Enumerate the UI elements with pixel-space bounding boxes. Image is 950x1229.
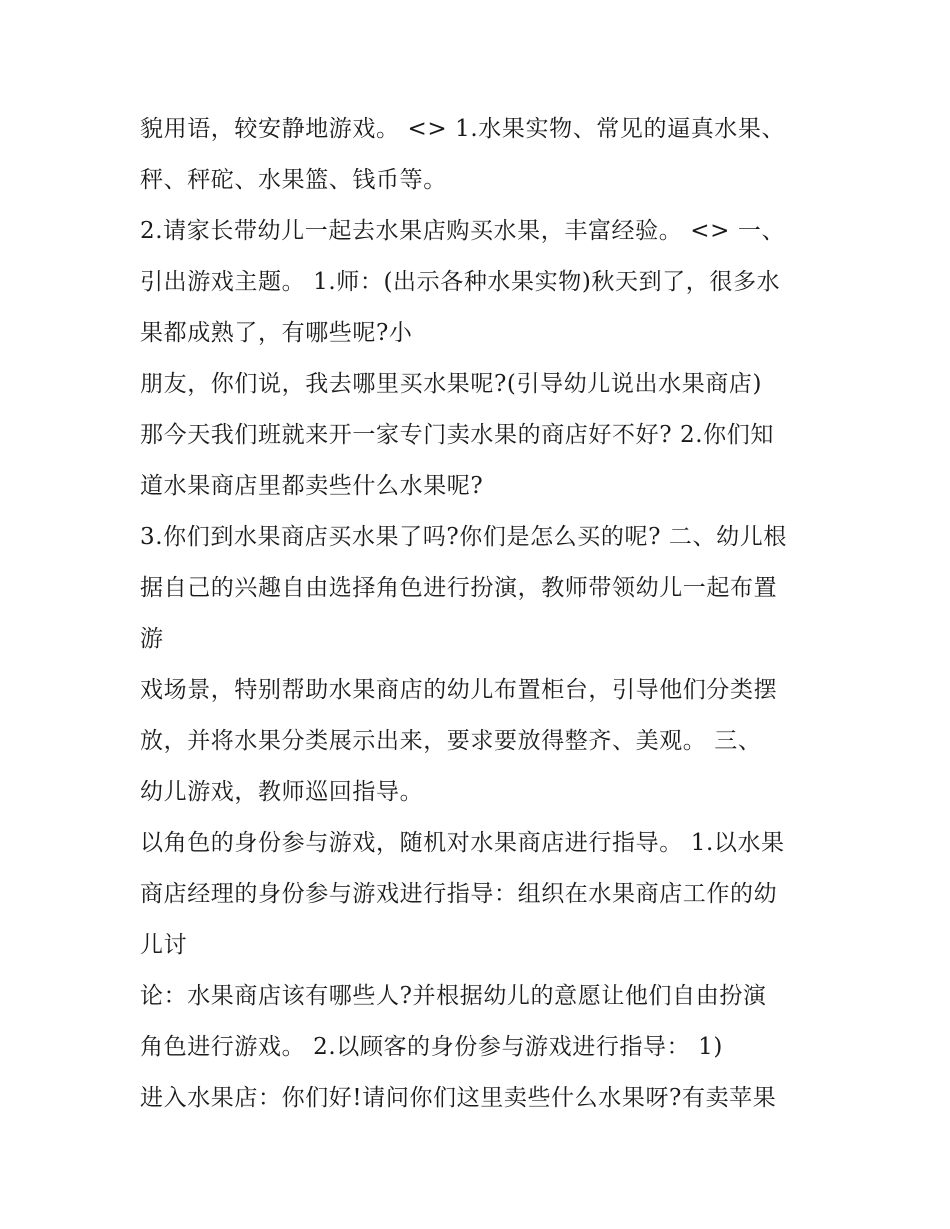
text-line: 商店经理的身份参与游戏进行指导：组织在水果商店工作的幼 bbox=[140, 881, 778, 907]
text-line: 3.你们到水果商店买水果了吗?你们是怎么买的呢? 二、幼儿根 bbox=[140, 524, 787, 550]
text-line: 戏场景，特别帮助水果商店的幼儿布置柜台，引导他们分类摆 bbox=[140, 677, 778, 703]
text-line: 2.请家长带幼儿一起去水果店购买水果，丰富经验。 <> 一、 bbox=[140, 218, 786, 244]
text-line: 秤、秤砣、水果篮、钱币等。 bbox=[140, 167, 447, 193]
text-line: 那今天我们班就来开一家专门卖水果的商店好不好? 2.你们知 bbox=[140, 422, 774, 448]
text-line: 论：水果商店该有哪些人?并根据幼儿的意愿让他们自由扮演 bbox=[140, 983, 767, 1009]
body-text bbox=[140, 104, 820, 1124]
text-line: 朋友，你们说，我去哪里买水果呢?(引导幼儿说出水果商店) bbox=[140, 371, 763, 397]
text-line: 据自己的兴趣自由选择角色进行扮演，教师带领幼儿一起布置 bbox=[140, 575, 778, 601]
text-line: 幼儿游戏，教师巡回指导。 bbox=[140, 779, 424, 805]
text-line: 进入水果店：你们好!请问你们这里卖些什么水果呀?有卖苹果 bbox=[140, 1085, 777, 1111]
text-line: 儿讨 bbox=[140, 932, 188, 958]
text-line: 角色进行游戏。 2.以顾客的身份参与游戏进行指导： 1) bbox=[140, 1034, 723, 1060]
text-line: 以角色的身份参与游戏，随机对水果商店进行指导。 1.以水果 bbox=[140, 830, 785, 856]
text-line: 貌用语，较安静地游戏。 <> 1.水果实物、常见的逼真水果、 bbox=[140, 116, 786, 142]
text-line: 果都成熟了，有哪些呢?小 bbox=[140, 320, 413, 346]
text-line: 游 bbox=[140, 626, 164, 652]
text-line: 引出游戏主题。 1.师：(出示各种水果实物)秋天到了，很多水 bbox=[140, 269, 781, 295]
text-line: 放，并将水果分类展示出来，要求要放得整齐、美观。 三、 bbox=[140, 728, 762, 754]
text-line: 道水果商店里都卖些什么水果呢? bbox=[140, 473, 484, 499]
